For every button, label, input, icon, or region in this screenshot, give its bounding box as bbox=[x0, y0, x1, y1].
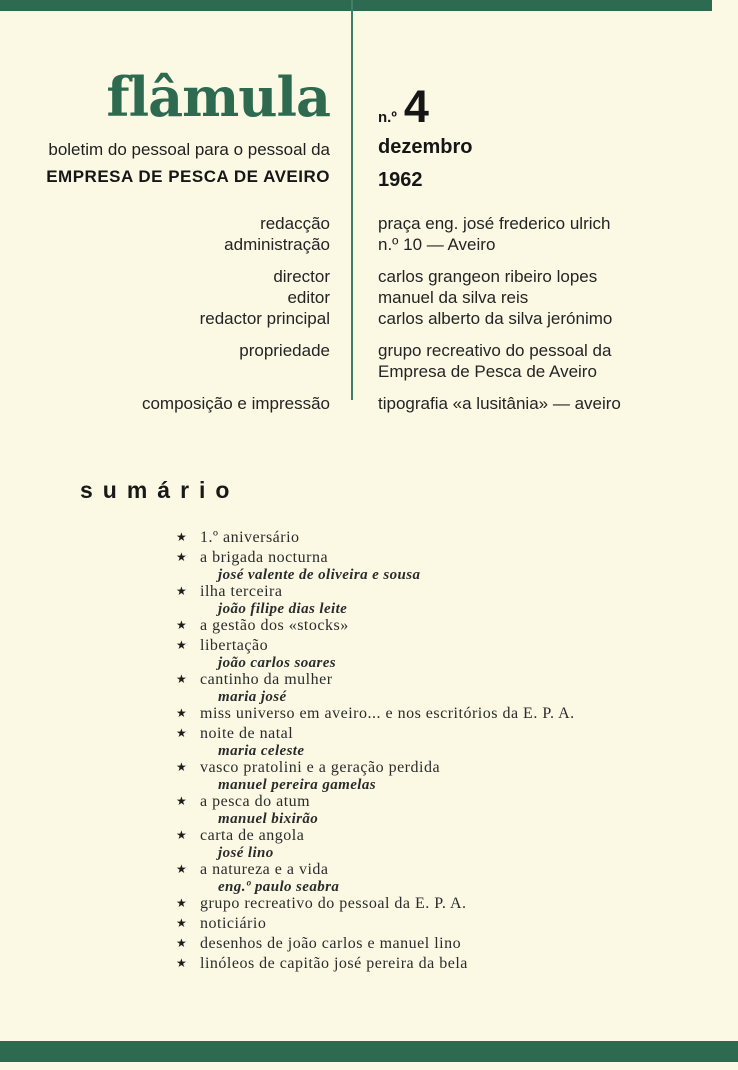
credit-value: grupo recreativo do pessoal da bbox=[378, 341, 612, 360]
star-bullet-icon: ★ bbox=[176, 916, 188, 930]
star-bullet-icon: ★ bbox=[176, 726, 188, 740]
magazine-logo: flâmula bbox=[106, 65, 330, 129]
star-bullet-icon: ★ bbox=[176, 550, 188, 564]
credit-labels bbox=[0, 213, 330, 255]
toc-item-title-row bbox=[176, 934, 575, 954]
credit-row bbox=[0, 266, 738, 329]
credit-value: carlos alberto da silva jerónimo bbox=[378, 309, 613, 328]
toc-item-title: linóleos de capitão josé pereira da bela bbox=[200, 955, 468, 972]
toc-item-title-row bbox=[176, 792, 575, 812]
star-bullet-icon: ★ bbox=[176, 638, 188, 652]
toc-item-title-row bbox=[176, 914, 575, 934]
credit-values bbox=[378, 393, 621, 414]
star-bullet-icon: ★ bbox=[176, 828, 188, 842]
toc-item-title: ilha terceira bbox=[200, 583, 283, 600]
toc-item-title-row bbox=[176, 954, 575, 974]
issue-year: 1962 bbox=[378, 169, 423, 192]
toc-item bbox=[176, 758, 575, 792]
credit-labels bbox=[0, 393, 330, 414]
masthead-left-column bbox=[0, 65, 330, 187]
toc-item bbox=[176, 894, 575, 914]
top-decorative-bar bbox=[0, 0, 712, 11]
toc-item-title-row bbox=[176, 616, 575, 636]
credit-value: tipografia «a lusitânia» — aveiro bbox=[378, 394, 621, 413]
toc-item-title: cantinho da mulher bbox=[200, 671, 333, 688]
toc-item-title: a natureza e a vida bbox=[200, 861, 329, 878]
issue-month: dezembro bbox=[378, 136, 473, 159]
toc-item-title: noite de natal bbox=[200, 725, 294, 742]
toc-item bbox=[176, 670, 575, 704]
toc-item bbox=[176, 548, 575, 582]
toc-item bbox=[176, 914, 575, 934]
credit-label: redacção bbox=[260, 214, 330, 233]
toc-item-title: a gestão dos «stocks» bbox=[200, 617, 349, 634]
star-bullet-icon: ★ bbox=[176, 794, 188, 808]
star-bullet-icon: ★ bbox=[176, 672, 188, 686]
credit-value: praça eng. josé frederico ulrich bbox=[378, 214, 611, 233]
toc-item-title-row bbox=[176, 670, 575, 690]
toc-item-title: miss universo em aveiro... e nos escritórios da E. P. A. bbox=[200, 705, 575, 722]
toc-item-author: maria celeste bbox=[218, 743, 305, 759]
toc-item-title-row bbox=[176, 704, 575, 724]
toc-item-author: josé lino bbox=[218, 845, 274, 861]
toc-item-title: desenhos de joão carlos e manuel lino bbox=[200, 935, 462, 952]
toc-item bbox=[176, 934, 575, 954]
issue-number-label: n.º bbox=[378, 109, 397, 126]
toc-item-title-row bbox=[176, 636, 575, 656]
toc-item bbox=[176, 860, 575, 894]
credit-row bbox=[0, 340, 738, 382]
toc-item-author: joão filipe dias leite bbox=[218, 601, 348, 617]
credit-value: carlos grangeon ribeiro lopes bbox=[378, 267, 598, 286]
credits-block bbox=[0, 213, 738, 414]
toc-item-title-row bbox=[176, 724, 575, 744]
toc-item-author: manuel bixirão bbox=[218, 811, 319, 827]
toc-item bbox=[176, 954, 575, 974]
toc-item-title-row bbox=[176, 528, 575, 548]
organization-name: EMPRESA DE PESCA DE AVEIRO bbox=[46, 167, 330, 187]
toc-item-title: 1.º aniversário bbox=[200, 529, 300, 546]
toc-item-title: noticiário bbox=[200, 915, 267, 932]
credit-values bbox=[378, 213, 610, 255]
toc-item-title: grupo recreativo do pessoal da E. P. A. bbox=[200, 895, 467, 912]
bottom-decorative-bar bbox=[0, 1041, 738, 1062]
credit-label: composição e impressão bbox=[141, 394, 330, 413]
credit-value: manuel da silva reis bbox=[378, 288, 529, 307]
issue-number-group bbox=[378, 81, 472, 132]
toc-item-author: eng.º paulo seabra bbox=[218, 879, 340, 895]
star-bullet-icon: ★ bbox=[176, 530, 188, 544]
masthead-right-column bbox=[378, 81, 473, 192]
toc-item-title: libertação bbox=[200, 637, 269, 654]
star-bullet-icon: ★ bbox=[176, 896, 188, 910]
toc-item-title: carta de angola bbox=[200, 827, 305, 844]
credit-label: propriedade bbox=[239, 341, 330, 360]
credit-label: editor bbox=[287, 288, 330, 307]
credit-values bbox=[378, 266, 612, 329]
star-bullet-icon: ★ bbox=[176, 706, 188, 720]
star-bullet-icon: ★ bbox=[176, 936, 188, 950]
credit-values bbox=[378, 340, 611, 382]
toc-item-title: a brigada nocturna bbox=[200, 549, 329, 566]
issue-number: 4 bbox=[403, 81, 429, 132]
toc-item-title: a pesca do atum bbox=[200, 793, 311, 810]
toc-item-author: maria josé bbox=[218, 689, 287, 705]
toc-item bbox=[176, 792, 575, 826]
toc-item-title-row bbox=[176, 894, 575, 914]
credit-value: Empresa de Pesca de Aveiro bbox=[378, 362, 597, 381]
toc-item-author: manuel pereira gamelas bbox=[218, 777, 376, 793]
credit-label: director bbox=[273, 267, 330, 286]
credit-value: n.º 10 — Aveiro bbox=[378, 235, 496, 254]
toc-item-author: joão carlos soares bbox=[218, 655, 337, 671]
masthead-subtitle: boletim do pessoal para o pessoal da bbox=[48, 140, 330, 159]
toc-item bbox=[176, 528, 575, 548]
credit-row bbox=[0, 393, 738, 414]
table-of-contents bbox=[176, 528, 575, 974]
toc-item-title-row bbox=[176, 860, 575, 880]
star-bullet-icon: ★ bbox=[176, 584, 188, 598]
toc-item bbox=[176, 704, 575, 724]
star-bullet-icon: ★ bbox=[176, 862, 188, 876]
star-bullet-icon: ★ bbox=[176, 760, 188, 774]
toc-item bbox=[176, 636, 575, 670]
toc-item-title: vasco pratolini e a geração perdida bbox=[200, 759, 441, 776]
toc-item bbox=[176, 826, 575, 860]
credit-label: redactor principal bbox=[199, 309, 330, 328]
credit-label: administração bbox=[224, 235, 330, 254]
summary-heading: sumário bbox=[80, 477, 240, 503]
toc-item-title-row bbox=[176, 548, 575, 568]
toc-item bbox=[176, 724, 575, 758]
toc-item-author: josé valente de oliveira e sousa bbox=[218, 567, 421, 583]
toc-item-title-row bbox=[176, 826, 575, 846]
toc-item bbox=[176, 616, 575, 636]
toc-item-title-row bbox=[176, 758, 575, 778]
toc-item bbox=[176, 582, 575, 616]
star-bullet-icon: ★ bbox=[176, 956, 188, 970]
credit-labels bbox=[0, 340, 330, 382]
credit-labels bbox=[0, 266, 330, 329]
credit-row bbox=[0, 213, 738, 255]
toc-item-title-row bbox=[176, 582, 575, 602]
star-bullet-icon: ★ bbox=[176, 618, 188, 632]
